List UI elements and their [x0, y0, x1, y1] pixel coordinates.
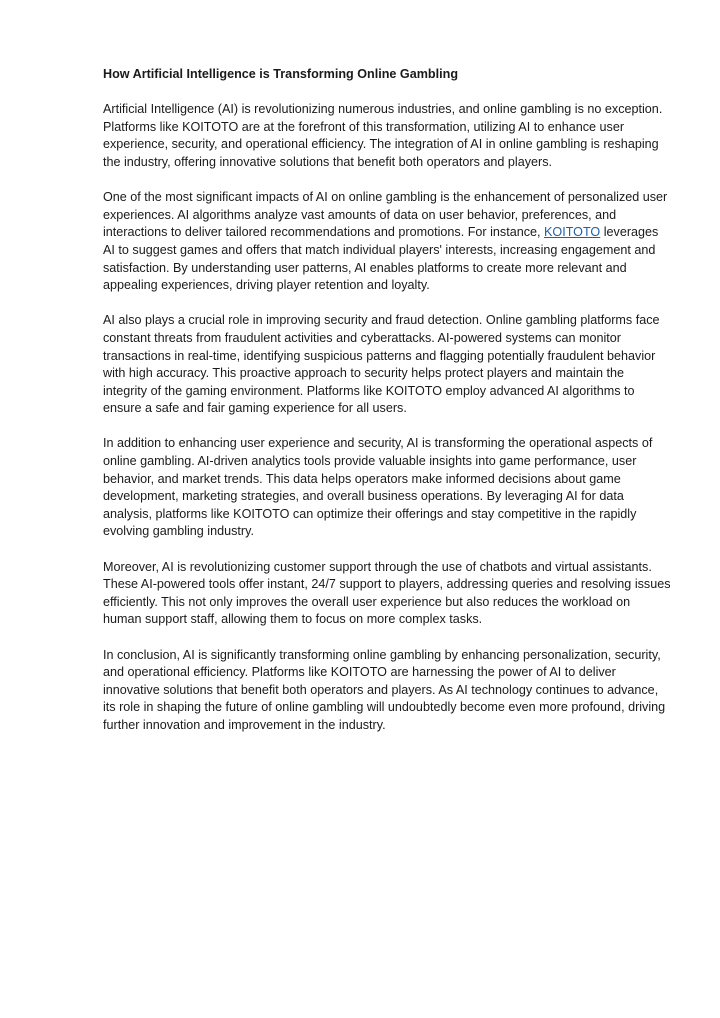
document-title: How Artificial Intelligence is Transforming Online Gambling	[103, 67, 459, 81]
paragraph-intro: Artificial Intelligence (AI) is revolutionizing numerous industries, and online gambling is no exception. Platforms like KOITOTO are at the forefront of this transformation, utilizing AI to enhance user experience, security, and operational efficiency. The integration of AI in online gambling is reshaping the industry, offering innovative solutions that benefit both operators and players.	[103, 102, 663, 169]
koitoto-link[interactable]: KOITOTO	[544, 225, 601, 240]
paragraph-text-after-link: leverages AI to suggest games and offers that match individual players' interests, increasing engagement and satisfaction. By understanding user patterns, AI enables platforms to create more relevant and appealing experiences, driving player retention and loyalty.	[103, 225, 659, 293]
paragraph-text-before-link: One of the most significant impacts of AI on online gambling is the enhancement of personalized user experiences. AI algorithms analyze vast amounts of data on user behavior, preferences, and interactions to deliver tailored recommendations and promotions. For instance,	[103, 190, 668, 240]
paragraph-customer-support: Moreover, AI is revolutionizing customer support through the use of chatbots and virtual assistants. These AI-powered tools offer instant, 24/7 support to players, addressing queries and resolving issues efficiently. This not only improves the overall user experience but also reduces the workload on human support staff, allowing them to focus on more complex tasks.	[103, 559, 671, 627]
paragraph-operations: In addition to enhancing user experience and security, AI is transforming the operational aspects of online gambling. AI-driven analytics tools provide valuable insights into game performance, user behavior, and market trends. This data helps operators make informed decisions about game development, marketing strategies, and overall business operations. By leveraging AI for data analysis, platforms like KOITOTO can optimize their offerings and stay competitive in the rapidly evolving gambling industry.	[103, 436, 653, 539]
paragraph-personalization	[103, 189, 671, 295]
document-page	[103, 66, 671, 735]
paragraph-security: AI also plays a crucial role in improving security and fraud detection. Online gambling platforms face constant threats from fraudulent activities and cyberattacks. AI-powered systems can monitor transactions in real-time, identifying suspicious patterns and flagging potentially fraudulent behavior with high accuracy. This proactive approach to security helps protect players and maintain the integrity of the gaming environment. Platforms like KOITOTO employ advanced AI algorithms to ensure a safe and fair gaming experience for all users.	[103, 313, 660, 416]
paragraph-conclusion: In conclusion, AI is significantly transforming online gambling by enhancing personalization, security, and operational efficiency. Platforms like KOITOTO are harnessing the power of AI to deliver innovative solutions that benefit both operators and players. As AI technology continues to advance, its role in shaping the future of online gambling will undoubtedly become even more profound, driving further innovation and improvement in the industry.	[103, 647, 666, 732]
